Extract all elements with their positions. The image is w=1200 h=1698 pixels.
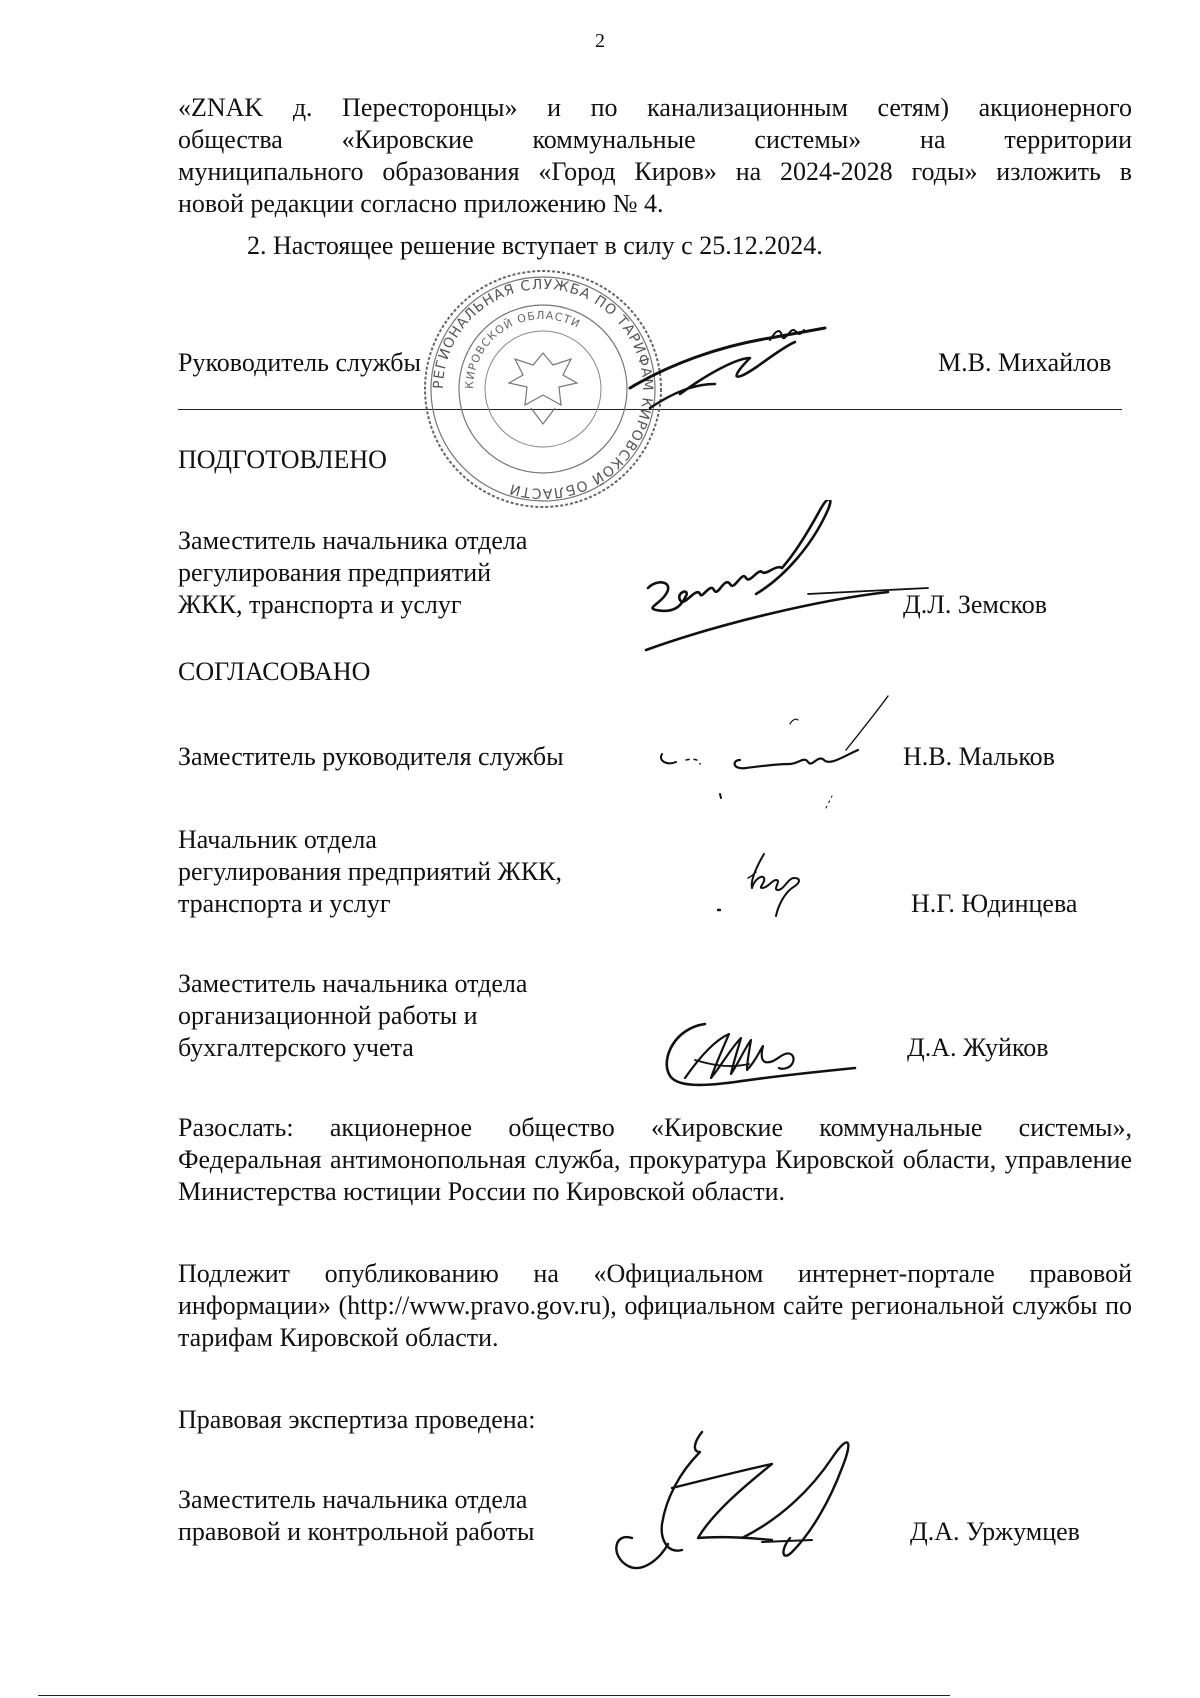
agreed-signer-2-name: Н.Г. Юдинцева [911, 889, 1078, 918]
agreed-signer-2-position-2: регулирования предприятий ЖКК, [178, 857, 563, 886]
agreed-signer-2-signature [708, 848, 838, 928]
stamp-inner-text: КИРОВСКОЙ ОБЛАСТИ [462, 308, 583, 390]
agreed-signer-1-name: Н.В. Мальков [903, 742, 1055, 771]
prepared-position-1: Заместитель начальника отдела [178, 526, 528, 555]
agreed-signer-3-position-3: бухгалтерского учета [178, 1033, 414, 1062]
eagle-emblem-icon [509, 353, 577, 424]
agreed-signer-3-name: Д.А. Жуйков [907, 1033, 1049, 1062]
legal-signature [602, 1428, 872, 1578]
prepared-position-3: ЖКК, транспорта и услуг [178, 590, 462, 619]
intro-line-3: муниципального образования «Город Киров» на 2024-2028 годы» изложить в [178, 157, 1132, 186]
agreed-signer-3-signature [655, 1008, 885, 1098]
agreed-signer-3-position-2: организационной работы и [178, 1001, 478, 1030]
agreed-signer-2-position-1: Начальник отдела [178, 825, 377, 854]
clause-2: 2. Настоящее решение вступает в силу с 25.12.2024. [247, 231, 823, 260]
footer-rule [38, 1695, 950, 1696]
prepared-name: Д.Л. Земсков [903, 590, 1048, 619]
agreed-heading: СОГЛАСОВАНО [178, 657, 371, 686]
svg-text:КИРОВСКОЙ ОБЛАСТИ [463, 309, 583, 389]
intro-line-1: «ZNAK д. Пересторонцы» и по канализационным сетям) акционерного [178, 93, 1132, 122]
agreed-signer-3-position-1: Заместитель начальника отдела [178, 969, 528, 998]
prepared-signature [628, 500, 938, 680]
head-name: М.В. Михайлов [938, 348, 1112, 377]
page-number: 2 [595, 30, 605, 52]
distribution-list: Разослать: акционерное общество «Кировские коммунальные системы», Федеральная антимонопольная служба, прокуратура Кировской области, управление Министерства юстиции России по Кировской области. [178, 1113, 1132, 1206]
legal-position-1: Заместитель начальника отдела [178, 1485, 528, 1514]
agreed-signer-2-position-3: транспорта и услуг [178, 889, 391, 918]
legal-heading: Правовая экспертиза проведена: [178, 1405, 536, 1434]
intro-line-2: общества «Кировские коммунальные системы» на территории [178, 125, 1132, 154]
head-position: Руководитель службы [178, 348, 421, 377]
agreed-signer-1-position: Заместитель руководителя службы [178, 742, 564, 771]
stamp-outer-text: РЕГИОНАЛЬНАЯ СЛУЖБА ПО ТАРИФАМ КИРОВСКОЙ ОБЛАСТИ [430, 276, 656, 502]
intro-line-4: новой редакции согласно приложению № 4. [178, 189, 664, 218]
prepared-heading: ПОДГОТОВЛЕНО [178, 445, 387, 474]
prepared-position-2: регулирования предприятий [178, 558, 492, 587]
legal-name: Д.А. Уржумцев [910, 1517, 1080, 1546]
publication-note: Подлежит опубликованию на «Официальном интернет-портале правовой информации» (http://www.pravo.gov.ru), официальном сайте региональной службы по тарифам Кировской области. [178, 1259, 1132, 1352]
agreed-signer-1-signature [648, 690, 908, 820]
head-signature [620, 318, 840, 410]
legal-position-2: правовой и контрольной работы [178, 1517, 535, 1546]
